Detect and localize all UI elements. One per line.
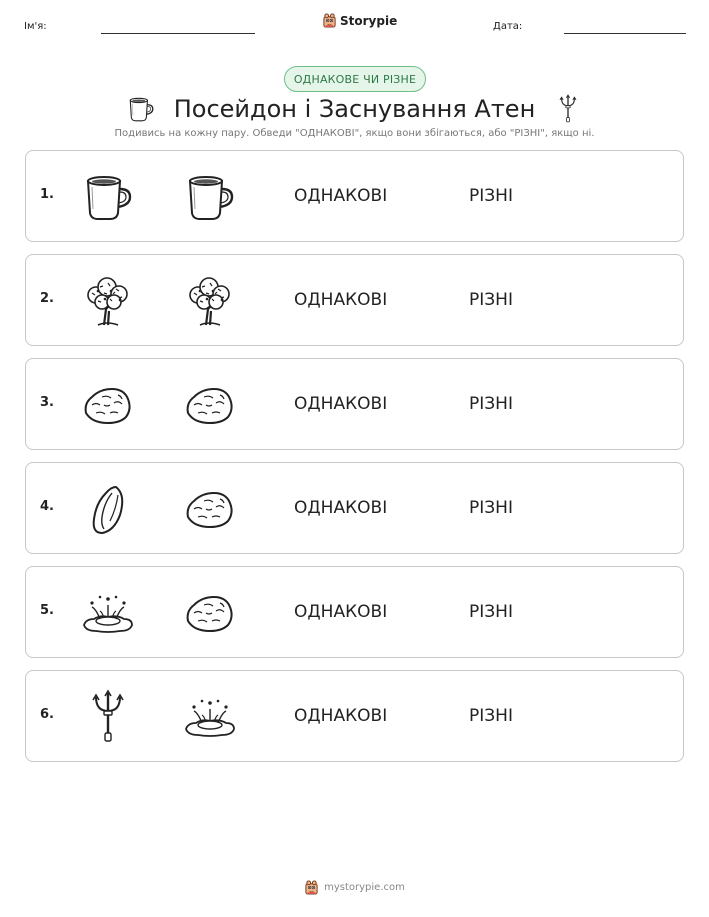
option-different[interactable]: РІЗНІ [469, 186, 513, 206]
storypie-logo [322, 13, 397, 28]
option-same[interactable]: ОДНАКОВІ [294, 706, 388, 726]
option-same[interactable]: ОДНАКОВІ [294, 394, 388, 414]
rock-icon [182, 377, 238, 433]
trident-icon [80, 689, 136, 745]
option-same[interactable]: ОДНАКОВІ [294, 498, 388, 518]
question-row [25, 462, 684, 554]
page-title: Посейдон і Заснування Атен [173, 95, 536, 123]
option-same[interactable]: ОДНАКОВІ [294, 602, 388, 622]
olive-tree-icon [182, 273, 238, 329]
title-row [0, 92, 709, 126]
instructions: Подивись на кожну пару. Обведи "ОДНАКОВІ", якщо вони збігаються, або "РІЗНІ", якщо ні. [114, 128, 595, 139]
rock-icon [182, 481, 238, 537]
trident-icon [553, 92, 583, 126]
option-same[interactable]: ОДНАКОВІ [294, 186, 388, 206]
question-number: 2. [40, 291, 54, 306]
question-number: 4. [40, 499, 54, 514]
option-different[interactable]: РІЗНІ [469, 394, 513, 414]
question-row [25, 150, 684, 242]
question-row [25, 566, 684, 658]
date-line[interactable] [564, 33, 686, 34]
question-row [25, 254, 684, 346]
olive-icon [80, 481, 136, 537]
rock-icon [182, 585, 238, 641]
option-different[interactable]: РІЗНІ [469, 602, 513, 622]
olive-tree-icon [80, 273, 136, 329]
worksheet-type-badge: ОДНАКОВЕ ЧИ РІЗНЕ [284, 66, 426, 92]
spring-icon [80, 585, 136, 641]
mascot-icon [304, 880, 319, 895]
rock-icon [80, 377, 136, 433]
brand-name: Storypie [340, 13, 398, 28]
name-label: Ім'я: [24, 21, 47, 32]
option-same[interactable]: ОДНАКОВІ [294, 290, 388, 310]
option-different[interactable]: РІЗНІ [469, 290, 513, 310]
question-number: 1. [40, 187, 54, 202]
name-line[interactable] [101, 33, 255, 34]
question-row [25, 358, 684, 450]
question-row [25, 670, 684, 762]
cup-icon [126, 94, 156, 124]
option-different[interactable]: РІЗНІ [469, 498, 513, 518]
question-number: 3. [40, 395, 54, 410]
footer [0, 880, 709, 895]
footer-url: mystorypie.com [324, 882, 405, 893]
question-number: 6. [40, 707, 54, 722]
option-different[interactable]: РІЗНІ [469, 706, 513, 726]
mascot-icon [322, 13, 337, 28]
question-number: 5. [40, 603, 54, 618]
cup-icon [182, 169, 238, 225]
spring-icon [182, 689, 238, 745]
cup-icon [80, 169, 136, 225]
date-label: Дата: [493, 21, 523, 32]
